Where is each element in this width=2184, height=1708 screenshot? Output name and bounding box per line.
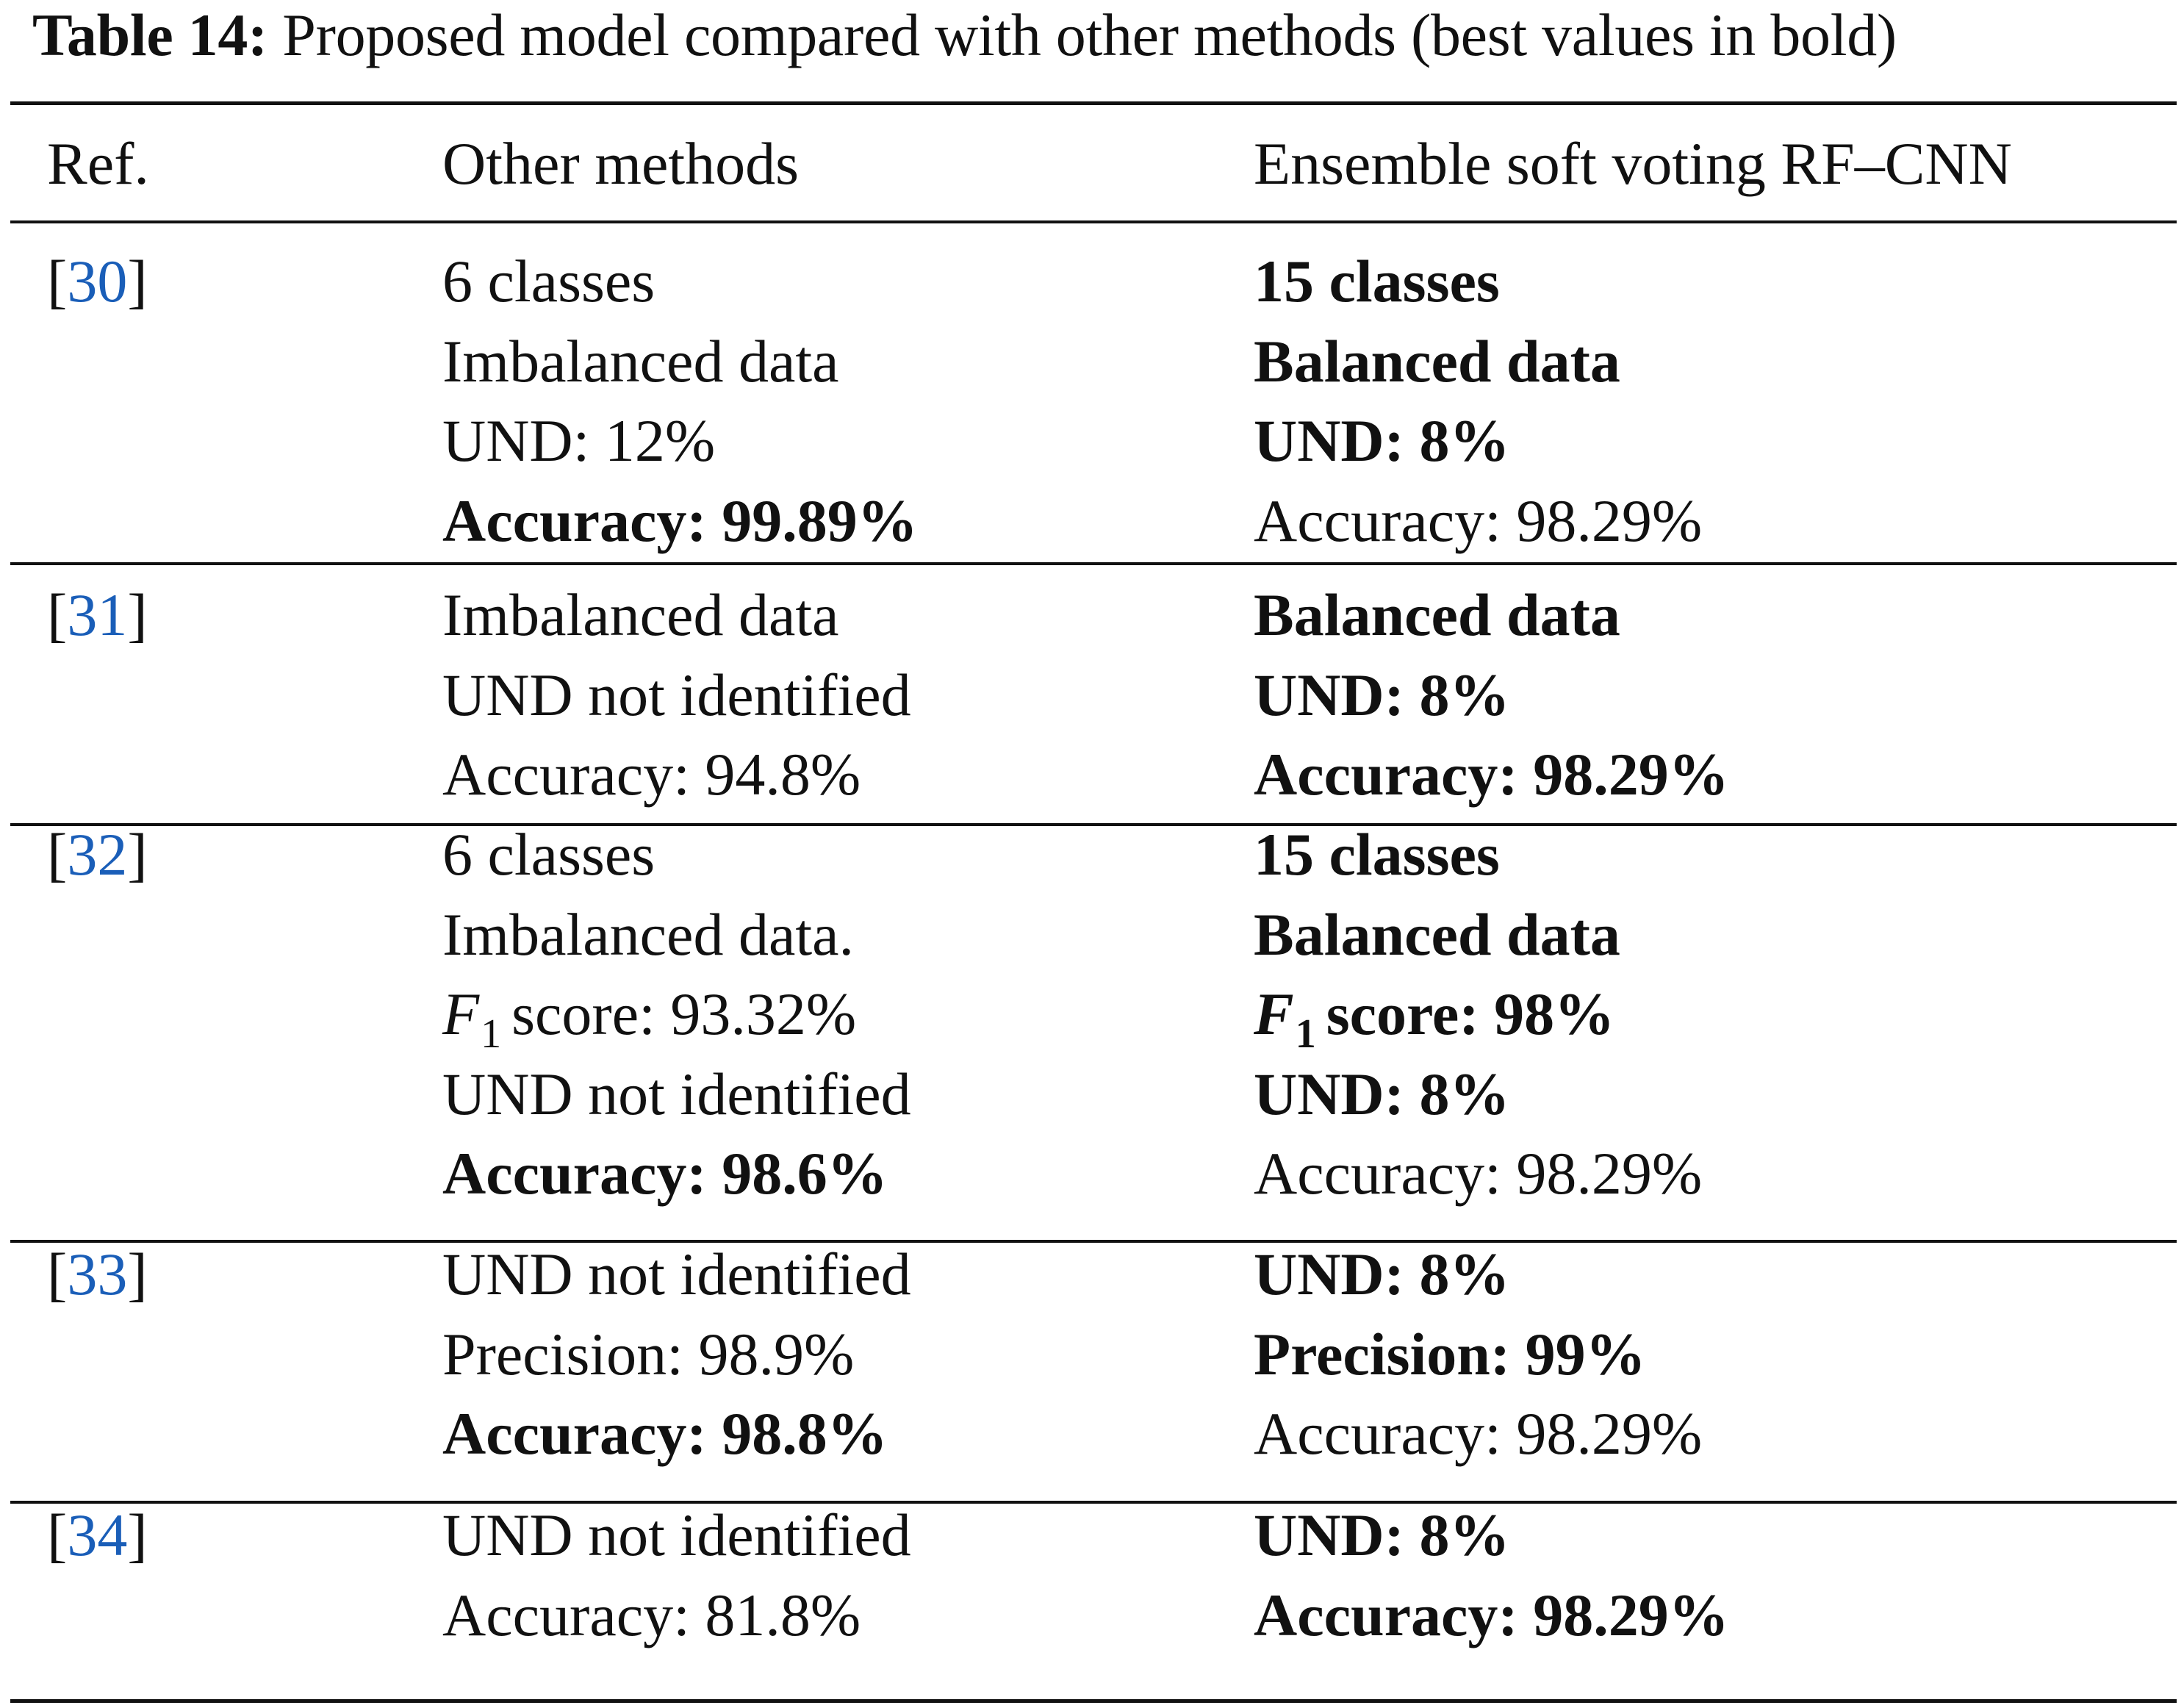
cell-line xyxy=(442,815,911,895)
cell-line xyxy=(442,975,911,1055)
cell-line-text: Balanced data xyxy=(1254,581,1620,648)
cell-line xyxy=(1254,895,1702,975)
cell-line xyxy=(1254,481,1702,561)
citation-link[interactable]: 34 xyxy=(67,1501,128,1568)
ref-cell xyxy=(47,242,148,322)
ensemble-cell xyxy=(1254,1496,1729,1655)
ensemble-cell xyxy=(1254,242,1702,561)
citation-link[interactable]: 33 xyxy=(67,1241,128,1307)
table-bottom-rule xyxy=(10,1699,2177,1703)
cell-line-text: UND: 8% xyxy=(1254,1501,1510,1568)
ref-cell xyxy=(47,1496,148,1576)
cell-line-text: 15 classes xyxy=(1254,821,1500,888)
cell-line-text: 6 classes xyxy=(442,248,655,315)
cell-line xyxy=(1254,735,1729,815)
citation-link[interactable]: 30 xyxy=(67,248,128,315)
f1-symbol: F xyxy=(442,980,480,1047)
cell-line-text: 15 classes xyxy=(1254,248,1500,315)
cell-line xyxy=(442,1235,911,1315)
ref-cell xyxy=(47,1235,148,1315)
ref-bracket-close: ] xyxy=(127,248,148,315)
table-caption-label: Table 14: xyxy=(32,1,268,68)
cell-line xyxy=(442,1315,911,1395)
ensemble-cell xyxy=(1254,1235,1702,1474)
cell-line xyxy=(1254,1496,1729,1576)
cell-line-text: score: 93.32% xyxy=(511,980,857,1047)
ref-bracket-open: [ xyxy=(47,1241,68,1307)
cell-line-text: UND: 8% xyxy=(1254,407,1510,474)
f1-subscript: 1 xyxy=(481,1011,502,1057)
other-methods-cell xyxy=(442,575,911,815)
cell-line-text: Accuracy: 98.29% xyxy=(1254,1140,1703,1207)
cell-line-text: UND not identified xyxy=(442,1060,911,1127)
cell-line-text: UND: 8% xyxy=(1254,661,1510,728)
header-other-methods: Other methods xyxy=(442,130,800,197)
ref-bracket-open: [ xyxy=(47,581,68,648)
cell-line xyxy=(442,735,911,815)
cell-line-text: Accuracy: 81.8% xyxy=(442,1581,861,1648)
cell-line xyxy=(1254,1315,1702,1395)
cell-line xyxy=(1254,575,1729,656)
f1-subscript: 1 xyxy=(1295,1011,1316,1057)
cell-line-text: UND not identified xyxy=(442,661,911,728)
citation-link[interactable]: 32 xyxy=(67,821,128,888)
cell-line xyxy=(442,895,911,975)
cell-line xyxy=(1254,1134,1702,1214)
cell-line-text: Accuracy: 94.8% xyxy=(442,741,861,808)
ref-bracket-close: ] xyxy=(127,581,148,648)
cell-line xyxy=(1254,1055,1702,1135)
cell-line xyxy=(1254,815,1702,895)
cell-line-text: UND: 8% xyxy=(1254,1241,1510,1307)
cell-line xyxy=(442,1055,911,1135)
ref-cell xyxy=(47,575,148,656)
other-methods-cell xyxy=(442,242,918,561)
other-methods-cell xyxy=(442,1496,911,1655)
cell-line xyxy=(1254,242,1702,322)
cell-line-text: Accuracy: 98.8% xyxy=(442,1400,888,1467)
cell-line-text: Accuracy: 98.29% xyxy=(1254,1400,1703,1467)
cell-line xyxy=(442,242,918,322)
cell-line-text: Accuracy: 99.89% xyxy=(442,487,918,554)
cell-line xyxy=(442,575,911,656)
citation-link[interactable]: 31 xyxy=(67,581,128,648)
ref-bracket-close: ] xyxy=(127,1241,148,1307)
cell-line xyxy=(1254,656,1729,736)
cell-line-text: Accuracy: 98.29% xyxy=(1254,741,1729,808)
cell-line-text: score: 98% xyxy=(1326,980,1615,1047)
f1-symbol: F xyxy=(1254,980,1294,1047)
cell-line-text: UND: 8% xyxy=(1254,1060,1510,1127)
ref-bracket-open: [ xyxy=(47,248,68,315)
cell-line xyxy=(442,1576,911,1656)
cell-line-text: Precision: 98.9% xyxy=(442,1320,855,1388)
cell-line-text: Accuracy: 98.6% xyxy=(442,1140,888,1207)
cell-line xyxy=(1254,975,1702,1055)
row-separator xyxy=(10,562,2177,565)
table-top-rule xyxy=(10,101,2177,105)
cell-line xyxy=(442,1496,911,1576)
header-ensemble: Ensemble soft voting RF–CNN xyxy=(1254,130,2012,197)
other-methods-cell xyxy=(442,815,911,1214)
cell-line xyxy=(442,401,918,481)
row-separator xyxy=(10,1240,2177,1243)
cell-line xyxy=(1254,1235,1702,1315)
cell-line xyxy=(442,1394,911,1474)
cell-line-text: Imbalanced data xyxy=(442,327,839,395)
cell-line xyxy=(1254,1576,1729,1656)
ensemble-cell xyxy=(1254,815,1702,1214)
table-caption-text: Proposed model compared with other methods (best values in bold) xyxy=(282,1,1897,68)
header-rule xyxy=(10,220,2177,223)
ref-bracket-close: ] xyxy=(127,821,148,888)
table-caption xyxy=(32,0,1897,73)
cell-line xyxy=(442,481,918,561)
cell-line-text: Imbalanced data xyxy=(442,581,839,648)
cell-line xyxy=(1254,401,1702,481)
cell-line xyxy=(442,322,918,402)
row-separator xyxy=(10,1501,2177,1504)
cell-line-text: Balanced data xyxy=(1254,900,1620,968)
cell-line xyxy=(1254,322,1702,402)
cell-line-text: Accuracy: 98.29% xyxy=(1254,1581,1729,1648)
cell-line-text: UND not identified xyxy=(442,1241,911,1307)
cell-line-text: 6 classes xyxy=(442,821,655,888)
ref-cell xyxy=(47,815,148,895)
ref-bracket-close: ] xyxy=(127,1501,148,1568)
cell-line-text: Accuracy: 98.29% xyxy=(1254,487,1703,554)
row-separator xyxy=(10,823,2177,826)
other-methods-cell xyxy=(442,1235,911,1474)
cell-line xyxy=(442,1134,911,1214)
header-ref: Ref. xyxy=(47,130,149,197)
cell-line-text: Balanced data xyxy=(1254,327,1620,395)
ensemble-cell xyxy=(1254,575,1729,815)
cell-line xyxy=(442,656,911,736)
cell-line-text: UND: 12% xyxy=(442,407,716,474)
cell-line-text: Imbalanced data. xyxy=(442,900,855,968)
cell-line xyxy=(1254,1394,1702,1474)
ref-bracket-open: [ xyxy=(47,1501,68,1568)
ref-bracket-open: [ xyxy=(47,821,68,888)
cell-line-text: UND not identified xyxy=(442,1501,911,1568)
cell-line-text: Precision: 99% xyxy=(1254,1320,1646,1388)
